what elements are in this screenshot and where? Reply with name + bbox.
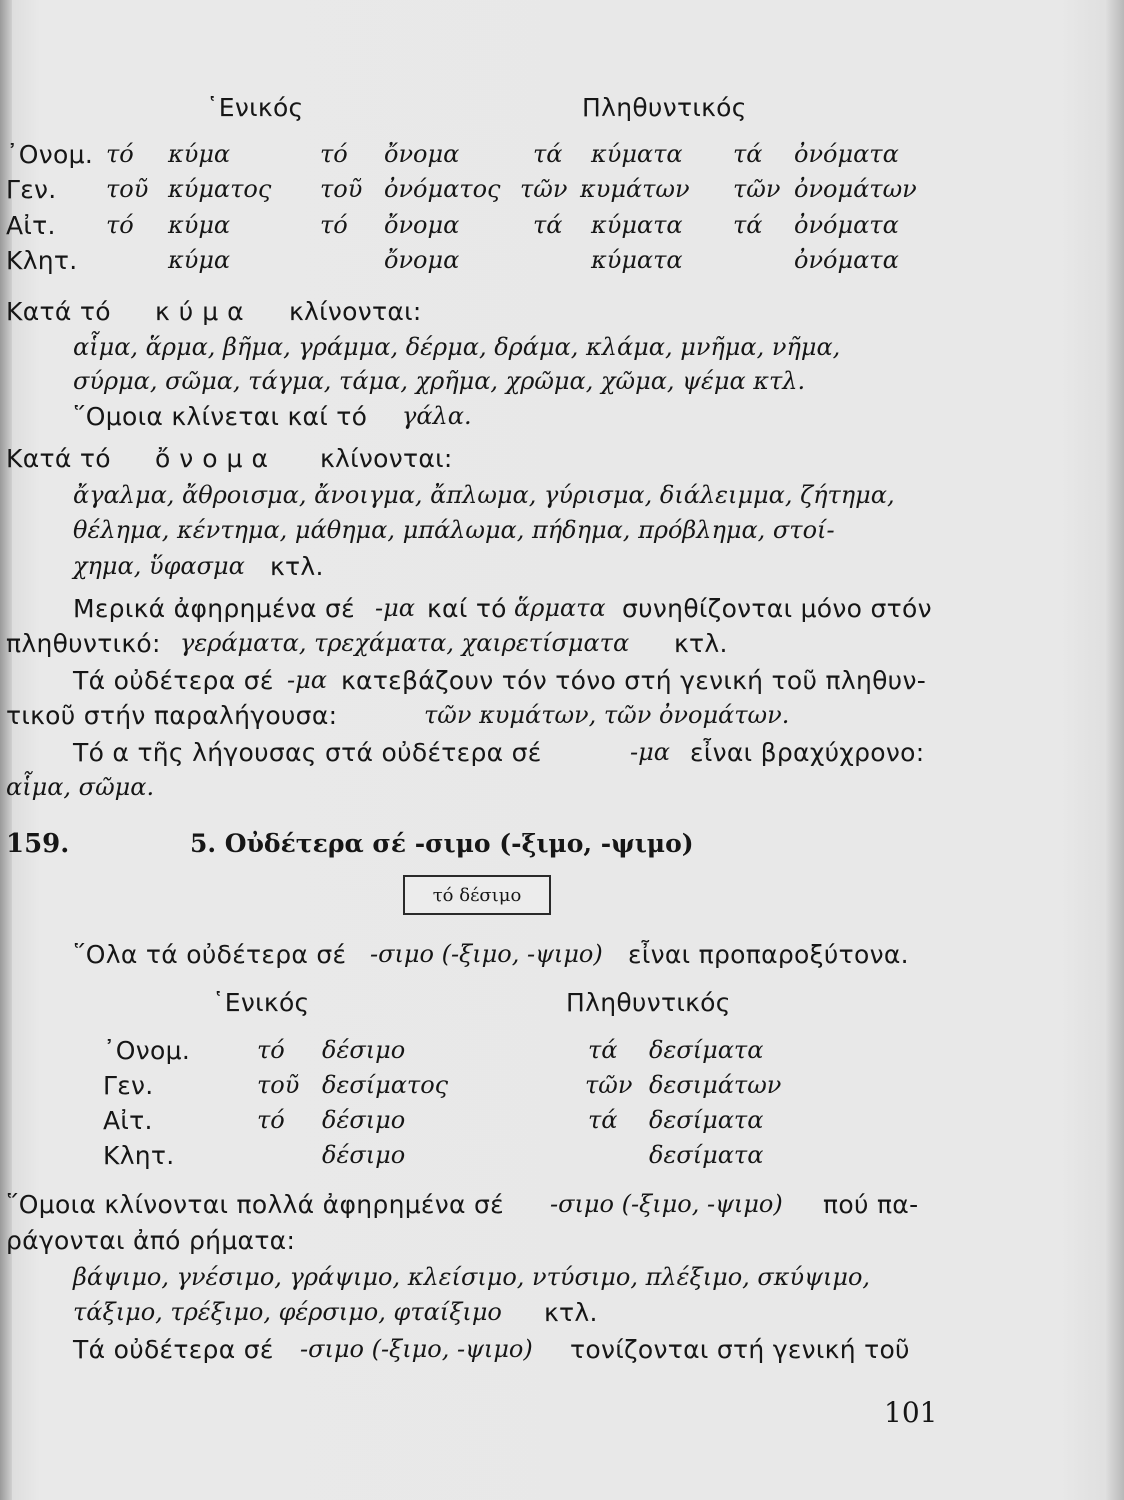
article: τοῦ [320, 175, 363, 203]
noun-form: δεσίματα [649, 1106, 764, 1134]
case-label: Κλητ. [103, 1141, 175, 1170]
table1-header-plural: Πληθυντικός [582, 93, 747, 122]
case-label: Αἰτ. [103, 1106, 153, 1135]
noun-form: ὀνόματα [794, 246, 899, 274]
similar-text: ῞Ομοια κλίνεται καί τό [73, 402, 368, 431]
suffixes: -σιμο (-ξιμο, -ψιμο) [550, 1190, 783, 1218]
case-label: Αἰτ. [6, 211, 56, 240]
article: τοῦ [106, 175, 149, 203]
text: τικοῦ στήν παραλήγουσα: [6, 701, 338, 730]
text: εἶναι βραχύχρονο: [690, 738, 925, 767]
suffixes: -σιμο (-ξιμο, -ψιμο) [300, 1335, 533, 1363]
text: Μερικά ἀφηρημένα σέ [73, 594, 355, 623]
article: τό [320, 140, 348, 168]
section-title: 5. Οὐδέτερα σέ -σιμο (-ξιμο, -ψιμο) [190, 829, 694, 858]
noun-form: κύμα [168, 211, 231, 239]
noun-form: δέσιμο [322, 1141, 406, 1169]
model-word: ὄνομα [155, 444, 277, 473]
intro-text: κλίνονται: [320, 444, 453, 473]
article: τῶν [733, 175, 781, 203]
noun-form: δεσίματα [649, 1141, 764, 1169]
onoma-word-list-line: ἄγαλμα, ἄθροισμα, ἄνοιγμα, ἄπλωμα, γύρισμα, διάλειμμα, ζήτημα, [73, 481, 895, 509]
article: τά [733, 211, 763, 239]
article: τῶν [585, 1071, 633, 1099]
text: Τά οὐδέτερα σέ [73, 1335, 274, 1364]
page-number: 101 [884, 1396, 938, 1429]
article: τά [588, 1106, 618, 1134]
case-label: ᾿Ονομ. [6, 140, 94, 169]
noun-form: δεσίματα [649, 1036, 764, 1064]
suffix: -μα [287, 666, 327, 694]
noun-form: κύματα [591, 140, 683, 168]
text: συνηθίζονται μόνο στόν [622, 594, 932, 623]
noun-form: κύματος [168, 175, 272, 203]
text: εἶναι προπαροξύτονα. [628, 940, 909, 969]
noun-form: ὄνομα [384, 246, 460, 274]
text: ῞Ομοια κλίνονται πολλά ἀφηρημένα σέ [6, 1190, 504, 1219]
kyma-word-list-line: σύρμα, σῶμα, τάγμα, τάμα, χρῆμα, χρῶμα, χῶμα, ψέμα κτλ. [73, 367, 806, 395]
simo-word-list-line: βάψιμο, γνέσιμο, γράψιμο, κλείσιμο, ντύσιμο, πλέξιμο, σκύψιμο, [73, 1263, 871, 1291]
intro-text: Κατά τό [6, 444, 111, 473]
noun-form: δεσίματος [322, 1071, 449, 1099]
example-word: ἅρματα [514, 594, 606, 622]
case-label: Γεν. [103, 1071, 154, 1100]
example-words: αἷμα, σῶμα. [6, 773, 155, 801]
article: τοῦ [257, 1071, 300, 1099]
word-list: χημα, ὕφασμα [73, 552, 245, 580]
kyma-word-list-line: αἷμα, ἅρμα, βῆμα, γράμμα, δέρμα, δράμα, κλάμα, μνῆμα, νῆμα, [73, 333, 841, 361]
etc-text: κτλ. [270, 552, 324, 581]
suffix: -μα [375, 594, 415, 622]
text: τονίζονται στή γενική τοῦ [570, 1335, 910, 1364]
noun-form: κύμα [168, 246, 231, 274]
text: πληθυντικό: [6, 629, 161, 658]
case-label: ᾿Ονομ. [103, 1036, 191, 1065]
etc-text: κτλ. [674, 629, 728, 658]
model-word-box: τό δέσιμο [403, 875, 551, 915]
article: τά [588, 1036, 618, 1064]
example-words: γεράματα, τρεχάματα, χαιρετίσματα [180, 629, 630, 657]
text: κατεβάζουν τόν τόνο στή γενική τοῦ πληθυν- [341, 666, 927, 695]
article: τά [533, 211, 563, 239]
article: τό [106, 211, 134, 239]
noun-form: δέσιμο [322, 1036, 406, 1064]
case-label: Γεν. [6, 175, 57, 204]
table1-header-singular: ῾Ενικός [206, 93, 304, 122]
table2-header-singular: ῾Ενικός [212, 988, 310, 1017]
suffix: -μα [630, 738, 670, 766]
text: πού πα- [823, 1190, 919, 1219]
article: τά [733, 140, 763, 168]
noun-form: ὀνομάτων [794, 175, 917, 203]
article: τό [320, 211, 348, 239]
etc-text: κτλ. [544, 1298, 598, 1327]
text: Τό α τῆς λήγουσας στά οὐδέτερα σέ [73, 738, 542, 767]
noun-form: ὀνόματα [794, 211, 899, 239]
noun-form: δέσιμο [322, 1106, 406, 1134]
noun-form: κυμάτων [580, 175, 690, 203]
similar-word: γάλα. [402, 402, 472, 430]
intro-text: κλίνονται: [289, 297, 422, 326]
noun-form: κύματα [591, 211, 683, 239]
suffixes: -σιμο (-ξιμο, -ψιμο) [370, 940, 603, 968]
model-word: κύμα [155, 297, 253, 326]
text: ῞Ολα τά οὐδέτερα σέ [73, 940, 347, 969]
paragraph-similar-abstract-line2: ράγονται ἀπό ρήματα: [6, 1226, 296, 1255]
page-edge [1106, 0, 1124, 1500]
section-number: 159. [6, 829, 70, 859]
intro-text: Κατά τό [6, 297, 111, 326]
article: τά [533, 140, 563, 168]
noun-form: ὀνόματα [794, 140, 899, 168]
noun-form: κύματα [591, 246, 683, 274]
article: τό [106, 140, 134, 168]
word-list: τάξιμο, τρέξιμο, φέρσιμο, φταίξιμο [73, 1298, 502, 1326]
noun-form: ὀνόματος [384, 175, 501, 203]
noun-form: δεσιμάτων [649, 1071, 782, 1099]
article: τό [257, 1036, 285, 1064]
text: καί τό [427, 594, 507, 623]
noun-form: κύμα [168, 140, 231, 168]
onoma-word-list-line: θέλημα, κέντημα, μάθημα, μπάλωμα, πήδημα, πρόβλημα, στοί- [73, 516, 835, 544]
noun-form: ὄνομα [384, 211, 460, 239]
case-label: Κλητ. [6, 246, 78, 275]
example-words: τῶν κυμάτων, τῶν ὀνομάτων. [424, 701, 790, 729]
noun-form: ὄνομα [384, 140, 460, 168]
text: Τά οὐδέτερα σέ [73, 666, 274, 695]
article: τῶν [520, 175, 568, 203]
article: τό [257, 1106, 285, 1134]
table2-header-plural: Πληθυντικός [566, 988, 731, 1017]
